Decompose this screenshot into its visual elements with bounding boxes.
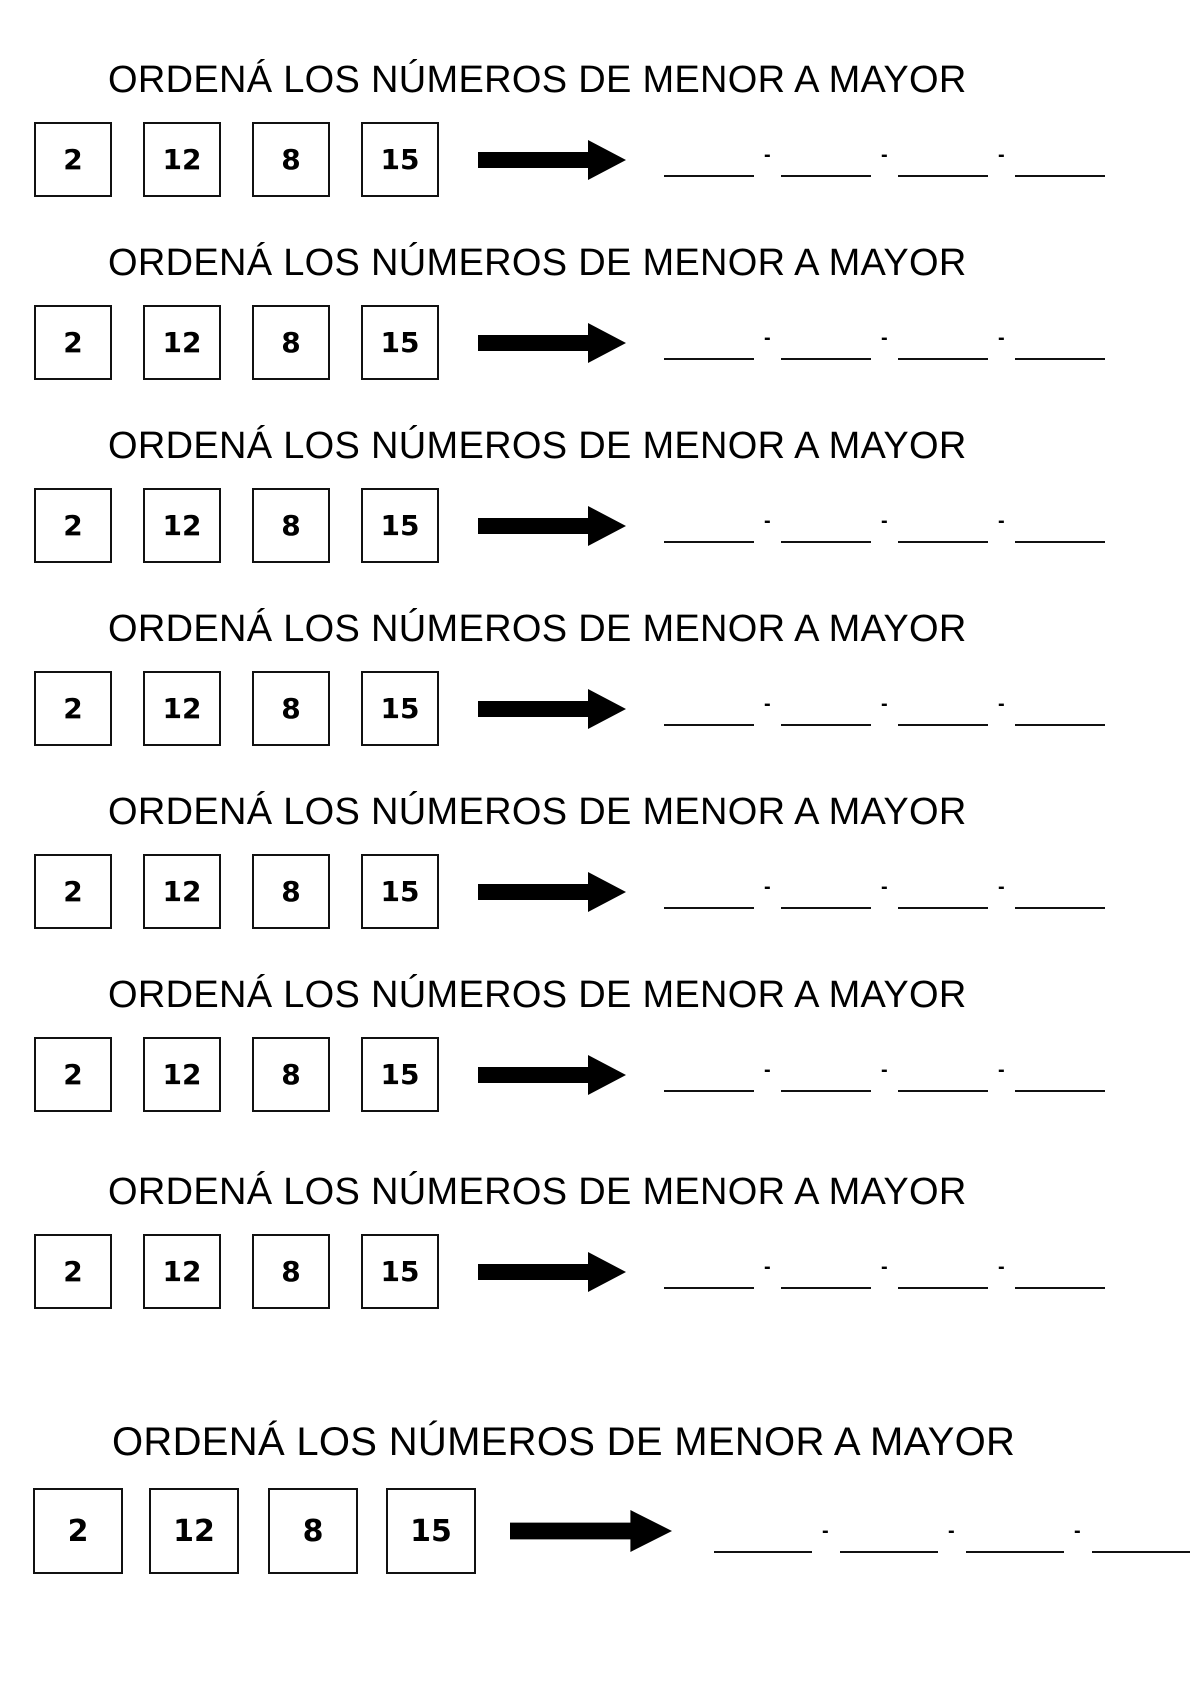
right-arrow-icon: [478, 140, 626, 180]
answer-separator: -: [998, 1256, 1005, 1278]
number-box: 8: [252, 488, 330, 563]
exercise-instruction: ORDENÁ LOS NÚMEROS DE MENOR A MAYOR: [108, 59, 967, 101]
answer-separator: -: [881, 327, 888, 349]
answer-blank[interactable]: [781, 880, 871, 909]
right-arrow-icon: [478, 689, 626, 729]
answer-separator: -: [998, 510, 1005, 532]
answer-blank[interactable]: [714, 1524, 812, 1553]
answer-separator: -: [881, 510, 888, 532]
right-arrow-icon: [478, 506, 626, 546]
answer-blank[interactable]: [781, 148, 871, 177]
number-box: 8: [268, 1488, 358, 1574]
number-box: 8: [252, 305, 330, 380]
answer-separator: -: [764, 1059, 771, 1081]
answer-separator: -: [998, 1059, 1005, 1081]
answer-blank[interactable]: [1015, 697, 1105, 726]
number-box: 2: [34, 1037, 112, 1112]
answer-separator: -: [764, 693, 771, 715]
answer-blank[interactable]: [1015, 331, 1105, 360]
answer-blank[interactable]: [898, 697, 988, 726]
answer-blank[interactable]: [664, 880, 754, 909]
answer-blank[interactable]: [898, 1260, 988, 1289]
number-box: 2: [34, 305, 112, 380]
number-box: 15: [361, 1037, 439, 1112]
number-box: 12: [143, 1234, 221, 1309]
answer-blank[interactable]: [664, 1063, 754, 1092]
exercise-instruction: ORDENÁ LOS NÚMEROS DE MENOR A MAYOR: [108, 425, 967, 467]
answer-blank[interactable]: [840, 1524, 938, 1553]
exercise-instruction: ORDENÁ LOS NÚMEROS DE MENOR A MAYOR: [108, 974, 967, 1016]
number-box: 12: [143, 671, 221, 746]
number-box: 2: [34, 488, 112, 563]
right-arrow-icon: [478, 323, 626, 363]
number-box: 15: [361, 305, 439, 380]
answer-separator: -: [881, 693, 888, 715]
answer-blank[interactable]: [781, 331, 871, 360]
answer-blank[interactable]: [1015, 148, 1105, 177]
number-box: 12: [143, 122, 221, 197]
number-box: 8: [252, 122, 330, 197]
answer-blank[interactable]: [781, 1260, 871, 1289]
answer-blank[interactable]: [1015, 1260, 1105, 1289]
answer-separator: -: [998, 693, 1005, 715]
number-box: 15: [361, 122, 439, 197]
number-box: 12: [143, 854, 221, 929]
answer-separator: -: [881, 876, 888, 898]
exercise-instruction: ORDENÁ LOS NÚMEROS DE MENOR A MAYOR: [108, 1171, 967, 1213]
answer-separator: -: [764, 144, 771, 166]
number-box: 12: [143, 1037, 221, 1112]
number-box: 12: [143, 305, 221, 380]
answer-separator: -: [764, 327, 771, 349]
exercise-instruction: ORDENÁ LOS NÚMEROS DE MENOR A MAYOR: [108, 608, 967, 650]
answer-separator: -: [764, 510, 771, 532]
answer-blank[interactable]: [664, 148, 754, 177]
answer-blank[interactable]: [898, 880, 988, 909]
answer-separator: -: [881, 1059, 888, 1081]
number-box: 15: [386, 1488, 476, 1574]
number-box: 8: [252, 854, 330, 929]
answer-blank[interactable]: [664, 331, 754, 360]
right-arrow-icon: [510, 1510, 672, 1552]
answer-blank[interactable]: [664, 697, 754, 726]
answer-blank[interactable]: [1092, 1524, 1190, 1553]
answer-separator: -: [881, 1256, 888, 1278]
answer-separator: -: [998, 144, 1005, 166]
answer-separator: -: [998, 876, 1005, 898]
exercise-instruction: ORDENÁ LOS NÚMEROS DE MENOR A MAYOR: [108, 791, 967, 833]
number-box: 2: [33, 1488, 123, 1574]
number-box: 15: [361, 671, 439, 746]
answer-separator: -: [1074, 1520, 1081, 1542]
answer-blank[interactable]: [1015, 514, 1105, 543]
right-arrow-icon: [478, 1252, 626, 1292]
exercise-instruction: ORDENÁ LOS NÚMEROS DE MENOR A MAYOR: [108, 242, 967, 284]
number-box: 2: [34, 854, 112, 929]
number-box: 15: [361, 1234, 439, 1309]
number-box: 8: [252, 1234, 330, 1309]
number-box: 8: [252, 671, 330, 746]
answer-blank[interactable]: [966, 1524, 1064, 1553]
answer-separator: -: [764, 1256, 771, 1278]
answer-blank[interactable]: [664, 514, 754, 543]
answer-blank[interactable]: [781, 1063, 871, 1092]
answer-blank[interactable]: [898, 1063, 988, 1092]
exercise-instruction: ORDENÁ LOS NÚMEROS DE MENOR A MAYOR: [112, 1420, 1016, 1464]
number-box: 15: [361, 854, 439, 929]
answer-blank[interactable]: [781, 514, 871, 543]
number-box: 2: [34, 122, 112, 197]
answer-separator: -: [881, 144, 888, 166]
answer-blank[interactable]: [781, 697, 871, 726]
answer-separator: -: [998, 327, 1005, 349]
answer-separator: -: [948, 1520, 955, 1542]
number-box: 12: [143, 488, 221, 563]
number-box: 12: [149, 1488, 239, 1574]
answer-separator: -: [822, 1520, 829, 1542]
number-box: 2: [34, 671, 112, 746]
number-box: 15: [361, 488, 439, 563]
answer-blank[interactable]: [898, 514, 988, 543]
right-arrow-icon: [478, 872, 626, 912]
answer-separator: -: [764, 876, 771, 898]
answer-blank[interactable]: [1015, 1063, 1105, 1092]
answer-blank[interactable]: [664, 1260, 754, 1289]
answer-blank[interactable]: [898, 148, 988, 177]
answer-blank[interactable]: [898, 331, 988, 360]
answer-blank[interactable]: [1015, 880, 1105, 909]
number-box: 8: [252, 1037, 330, 1112]
right-arrow-icon: [478, 1055, 626, 1095]
number-box: 2: [34, 1234, 112, 1309]
